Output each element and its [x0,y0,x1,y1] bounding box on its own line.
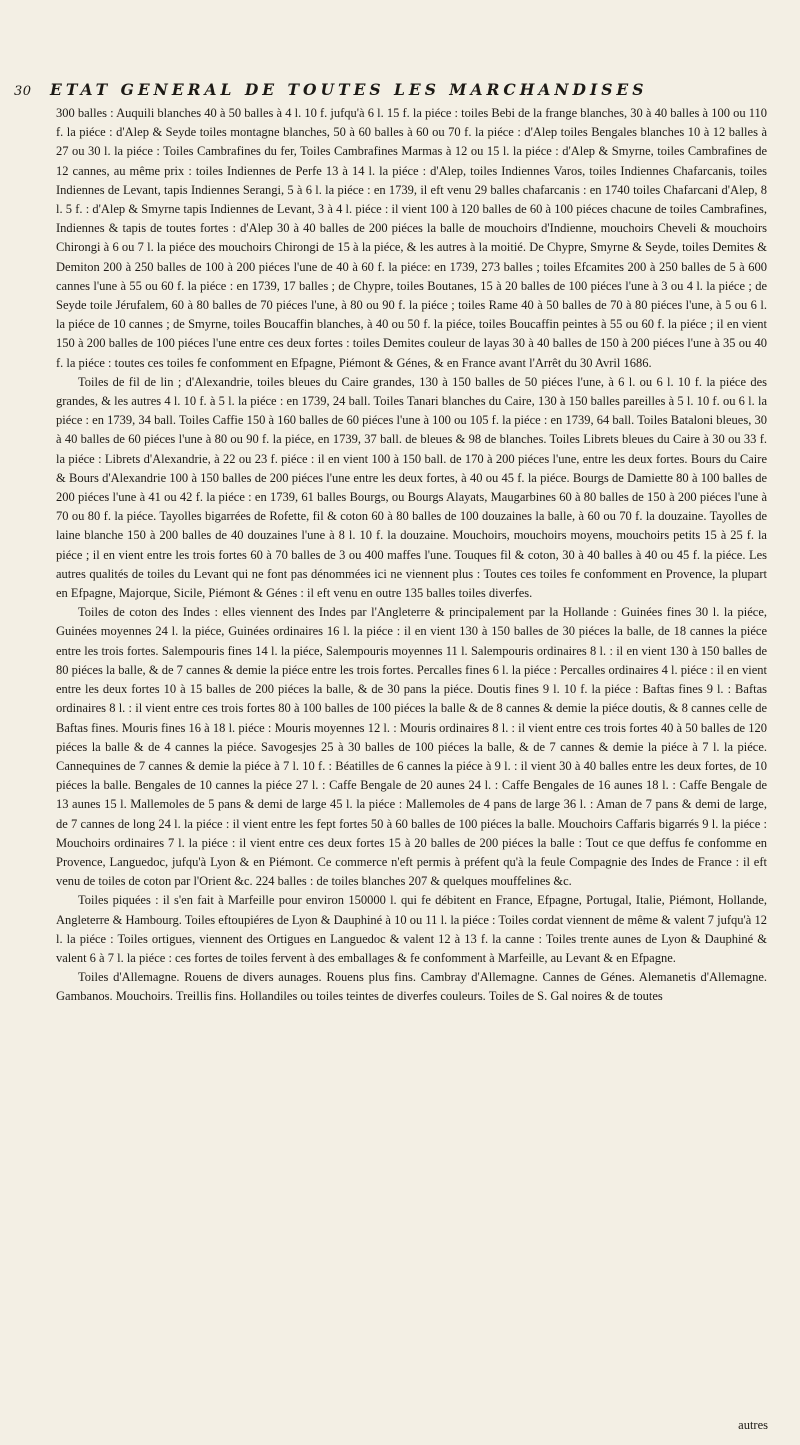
running-head: ETAT GENERAL DE TOUTES LES MARCHANDISES [50,80,648,99]
paragraph: Toiles de fil de lin ; d'Alexandrie, toiles bleues du Caire grandes, 130 à 150 balles de 50 piéces l'une, à 6 l. ou 6 l. 10 f. la piéce des grandes, & les autres 4 l. 10 f. à 5 l. la piéce : en 1739, 24 ball. Toiles Tanari blanches du Caire, 130 à 150 balles pareilles à 5 l. 10 f. ou 6 l. la piéce : en 1739, 34 ball. Toiles Caffie 150 à 160 balles de 60 piéces l'une à 100 ou 105 f. la piéce : en 1739, 64 ball. Toiles Bataloni bleues, 30 à 40 balles de 60 piéces l'une à 80 ou 90 f. la piéce, en 1739, 37 ball. de bleues & 98 de blanches. Toiles Librets bleues du Caire à 30 ou 33 f. la piéce : Librets d'Alexandrie, à 22 ou 23 f. piéce : il en vient 100 à 150 ball. de 170 à 200 piéces l'une, entre les deux fortes. Bours du Caire & Bours d'Alexandrie 100 à 150 balles de 200 piéces l'une entre les deux fortes, à 40 ou 45 f. la piéce. Bourgs de Damiette 80 à 100 balles de 200 piéces l'une à 41 ou 42 f. la piéce : en 1739, 61 balles Bourgs, ou Bourgs Alayats, Maugarbines 60 à 80 balles de 150 à 200 piéces l'une à 70 ou 80 f. la piéce. Tayolles bigarrées de Rofette, fil & coton 60 à 80 balles de 100 douzaines la balle, à 60 ou 70 f. la douzaine. Tayolles de laine blanche 150 à 200 balles de 40 douzaines l'une à 8 l. 10 f. la douzaine. Mouchoirs, mouchoirs moyens, mouchoirs petits 15 à 25 f. la piéce ; il en vient entre les trois fortes 60 à 70 balles de 3 ou 400 maffes l'une. Touques fil & coton, 30 à 40 balles à 40 ou 45 f. la piéce. Les autres qualités de toiles du Levant qui ne font pas dénommées ici ne viennent plus : Toutes ces toiles fe confomment en Provence, la plupart en Efpagne, Majorque, Sicile, Piémont & Génes : il eft venu en outre 135 balles toiles diverfes. [56,374,767,601]
paragraph: Toiles piquées : il s'en fait à Marfeille pour environ 150000 l. qui fe débitent en France, Efpagne, Portugal, Italie, Piémont, Hollande, Angleterre & Hambourg. Toiles eftoupiéres de Lyon & Dauphiné à 10 ou 11 l. la piéce : Toiles cordat viennent de même & valent 7 jufqu'à 12 l. la piéce : Toiles ortigues, viennent des Ortigues en Languedoc & valent 12 à 13 f. la canne : Toiles trente aunes de Lyon & Dauphiné & valent 6 à 7 l. la piéce : ces fortes de toiles fervent à des emballages & fe confomment à Marfeille, au Levant & en Efpagne. [56,893,767,965]
page-number: 30 [14,84,32,99]
paragraph: 300 balles : Auquili blanches 40 à 50 balles à 4 l. 10 f. jufqu'à 6 l. 15 f. la piéce : toiles Bebi de la frange blanches, 30 à 40 balles à 100 ou 110 f. la piéce : d'Alep & Seyde toiles montagne blanches, 50 à 60 balles à 60 ou 70 f. la piéce : d'Alep toiles Bengales blanches 10 à 12 balles à 27 ou 30 l. la piéce : Toiles Cambrafines du fer, Toiles Cambrafines Marmas à 12 ou 15 l. la piéce : d'Alep & Smyrne, toiles Cambrafines de 12 cannes, au même prix : toiles Indiennes de Perfe 13 à 14 l. la piéce : d'Alep, toiles Indiennes Varos, toiles Indiennes Chafarcanis, toiles Indiennes de Levant, tapis Indiennes Serangi, 5 à 6 l. la piéce : en 1739, il eft venu 29 balles chafarcanis : en 1740 toiles Chafarcani d'Alep, 8 l. 5 f. : d'Alep & Smyrne tapis Indiennes de Levant, 3 à 4 l. piéce : il vient 100 à 120 balles de 60 à 100 piéces chacune de toiles Cambrafines, Indiennes & tapis de toutes fortes : d'Alep 30 à 40 balles de 200 piéces la balle de mouchoirs d'Indienne, mouchoirs Cheveli & mouchoirs Chirongi à 6 ou 7 l. la piéce des mouchoirs Chirongi de 15 à la piéce, & les autres à la moitié. De Chypre, Smyrne & Seyde, toiles Demites & Demiton 200 à 250 balles de 100 à 200 piéces l'une de 40 à 60 f. la piéce: en 1739, 273 balles ; toiles Efcamites 200 à 250 balles de 5 à 600 cannes l'une à 55 ou 60 f. la piéce : en 1739, 17 balles ; de Chypre, toiles Boutanes, 15 à 20 balles de 100 piéces l'une à 3 ou 4 l. la piéce ; de Seyde toile Jérufalem, 60 à 80 balles de 70 piéces l'une, à 80 ou 90 f. la piéce ; toiles Rame 40 à 50 balles de 70 à 80 piéces l'une, à 5 ou 6 l. la piéce de 10 cannes ; de Smyrne, toiles Boucaffin blanches, à 40 ou 50 f. la piéce, toiles Boucaffin peintes à 55 ou 60 f. la piéce ; il en vient 150 à 200 balles de 100 piéces l'une entre ces deux fortes : toiles Demites couleur de layas 30 à 40 balles de 150 à 200 piéces l'une à 35 ou 40 f. la piéce : toutes ces toiles fe confomment en Efpagne, Piémont & Génes, & en France avant l'Arrêt du 30 Avril 1686. [56,106,767,370]
body-text [56,104,767,1007]
paragraph: Toiles de coton des Indes : elles viennent des Indes par l'Angleterre & principalement par la Hollande : Guinées fines 30 l. la piéce, Guinées moyennes 24 l. la piéce, Guinées ordinaires 16 l. la piéce : il en vient 130 à 150 balles de 30 piéces la balle, de 18 cannes la piéce entre les trois fortes. Salempouris fines 14 l. la piéce, Salempouris moyennes 11 l. Salempouris ordinaires 8 l. : il en vient 130 à 150 balles de 80 piéces la balle, & de 7 cannes & demie la piéce entre les trois fortes. Percalles fines 6 l. la piéce : Percalles ordinaires 4 l. piéce : il en vient entre les deux fortes 10 à 15 balles de 200 piéces la balle, & de 30 pans la piéce. Doutis fines 9 l. 10 f. la piéce : Baftas fines 9 l. : Baftas ordinaires 8 l. : il vient entre ces trois fortes 80 à 100 balles de 100 piéces la balle & de 8 cannes & demie la piéce doutis, & 8 cannes celle de Baftas fines. Mouris fines 16 à 18 l. piéce : Mouris moyennes 12 l. : Mouris ordinaires 8 l. : il vient entre ces trois fortes 40 à 50 balles de 120 piéces la balle & de 4 cannes la piéce. Savogesjes 25 à 30 balles de 100 piéces la balle, & de 7 cannes & demie la piéce à 7 l. la piéce. Cannequines de 7 cannes & demie la piéce à 7 l. 10 f. : Béatilles de 6 cannes la piéce à 9 l. : il vient 30 à 40 balles entre les deux fortes, de 10 piéces la balle. Bengales de 10 cannes la piéce 27 l. : Caffe Bengale de 20 aunes 24 l. : Caffe Bengales de 16 aunes 18 l. : Caffe Bengale de 13 aunes 15 l. Mallemoles de 5 pans & demi de large 45 l. la piéce : Mallemoles de 4 pans de large 36 l. : Aman de 7 pans & demi de large, de 7 cannes de long 24 l. la piéce : il vient entre les fept fortes 50 à 60 balles de 100 piéces la balle. Mouchoirs Caffaris bigarrés 9 l. la piéce : Mouchoirs ordinaires 7 l. la piéce : il vient entre ces deux fortes 15 à 20 balles de 200 piéces la balle : Tout ce que deffus fe confomme en Provence, Languedoc, jufqu'à Lyon & en Piémont. Ce commerce n'eft permis à préfent qu'à la feule Compagnie des Indes de France : il eft venu de toiles de coton par l'Orient &c. 224 balles : de toiles blanches 207 & quelques mouffelines &c. [56,605,767,889]
paragraph: Toiles d'Allemagne. Rouens de divers aunages. Rouens plus fins. Cambray d'Allemagne. Cannes de Génes. Alemanetis d'Allemagne. Gambanos. Mouchoirs. Treillis fins. Hollandiles ou toiles teintes de diverfes couleurs. Toiles de S. Gal noires & de toutes [56,970,767,1004]
catchword: autres [738,1418,768,1432]
